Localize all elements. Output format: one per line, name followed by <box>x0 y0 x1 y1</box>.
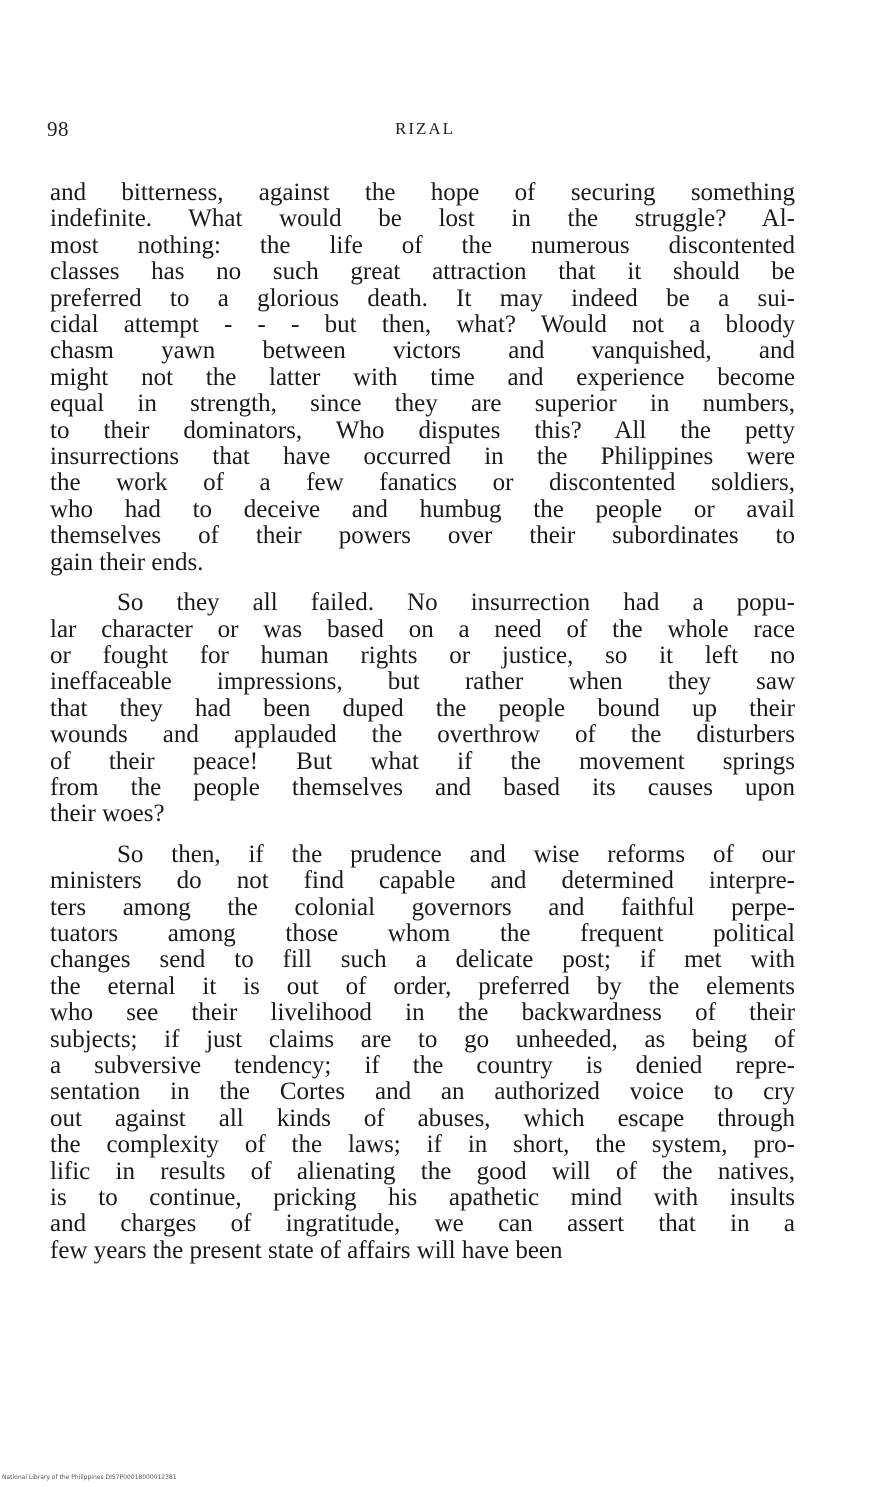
text-line: a subversive tendency; if the country is denied repre- <box>50 1052 795 1079</box>
text-line: chasm yawn between victors and vanquished, and <box>50 337 795 365</box>
paragraph-3 <box>50 842 795 1265</box>
text-line: ineffaceable impressions, but rather when they saw <box>50 668 795 696</box>
source-note: National Library of the Philippines DI57P00018000012381 <box>2 1474 177 1481</box>
text-line: preferred to a glorious death. It may indeed be a sui- <box>50 284 795 312</box>
text-line: lar character or was based on a need of the whole race <box>50 615 795 643</box>
text-line: tuators among those whom the frequent political <box>50 919 795 947</box>
text-line: cidal attempt - - - but then, what? Would not a bloody <box>50 311 795 339</box>
text-line: changes send to fill such a delicate post; if met with <box>50 946 795 974</box>
text-line: the work of a few fanatics or discontented soldiers, <box>50 469 795 497</box>
text-line: or fought for human rights or justice, so it left no <box>50 641 795 669</box>
text-line: and charges of ingratitude, we can assert that in a <box>50 1210 795 1238</box>
text-line: most nothing: the life of the numerous discontented <box>50 231 795 259</box>
text-line: might not the latter with time and experience become <box>50 363 795 391</box>
text-line: So they all failed. No insurrection had a popu- <box>117 589 795 617</box>
text-line: their woes? <box>50 800 165 828</box>
text-line: of their peace! But what if the movement springs <box>50 747 795 775</box>
text-line: So then, if the prudence and wise reforms of our <box>117 840 795 868</box>
text-line: out against all kinds of abuses, which escape through <box>50 1104 795 1132</box>
text-line: insurrections that have occurred in the Philippines were <box>50 443 795 471</box>
text-line: wounds and applauded the overthrow of the disturbers <box>50 721 795 749</box>
paragraph-2 <box>50 590 795 828</box>
text-line: themselves of their powers over their subordinates to <box>50 522 795 550</box>
text-line: ters among the colonial governors and faithful perpe- <box>50 893 795 921</box>
text-line: ministers do not find capable and determined interpre- <box>50 867 795 895</box>
body-text <box>50 180 795 1278</box>
text-line: indefinite. What would be lost in the struggle? Al- <box>50 205 795 233</box>
text-line: to their dominators, Who disputes this? All the petty <box>50 416 795 444</box>
text-line: few years the present state of affairs will have been <box>50 1236 563 1264</box>
text-line: equal in strength, since they are superior in numbers, <box>50 390 795 418</box>
text-line: who had to deceive and humbug the people or avail <box>50 495 795 523</box>
text-line: the complexity of the laws; if in short, the system, pro- <box>50 1131 795 1159</box>
text-line: gain their ends. <box>50 548 204 576</box>
paragraph-1 <box>50 180 795 576</box>
text-line: classes has no such great attraction that it should be <box>50 258 795 286</box>
text-line: subjects; if just claims are to go unheeded, as being of <box>50 1025 795 1053</box>
text-line: and bitterness, against the hope of securing something <box>50 179 795 206</box>
text-line: that they had been duped the people bound up their <box>50 694 795 722</box>
running-title: RIZAL <box>395 119 456 138</box>
text-line: from the people themselves and based its causes upon <box>50 773 795 801</box>
text-line: lific in results of alienating the good will of the natives, <box>50 1157 795 1185</box>
text-line: who see their livelihood in the backwardness of their <box>50 999 795 1027</box>
text-line: sentation in the Cortes and an authorized voice to cry <box>50 1078 795 1106</box>
text-line: is to continue, pricking his apathetic mind with insults <box>50 1184 795 1212</box>
text-line: the eternal it is out of order, preferred by the elements <box>50 972 795 1000</box>
page-number: 98 <box>47 117 69 141</box>
